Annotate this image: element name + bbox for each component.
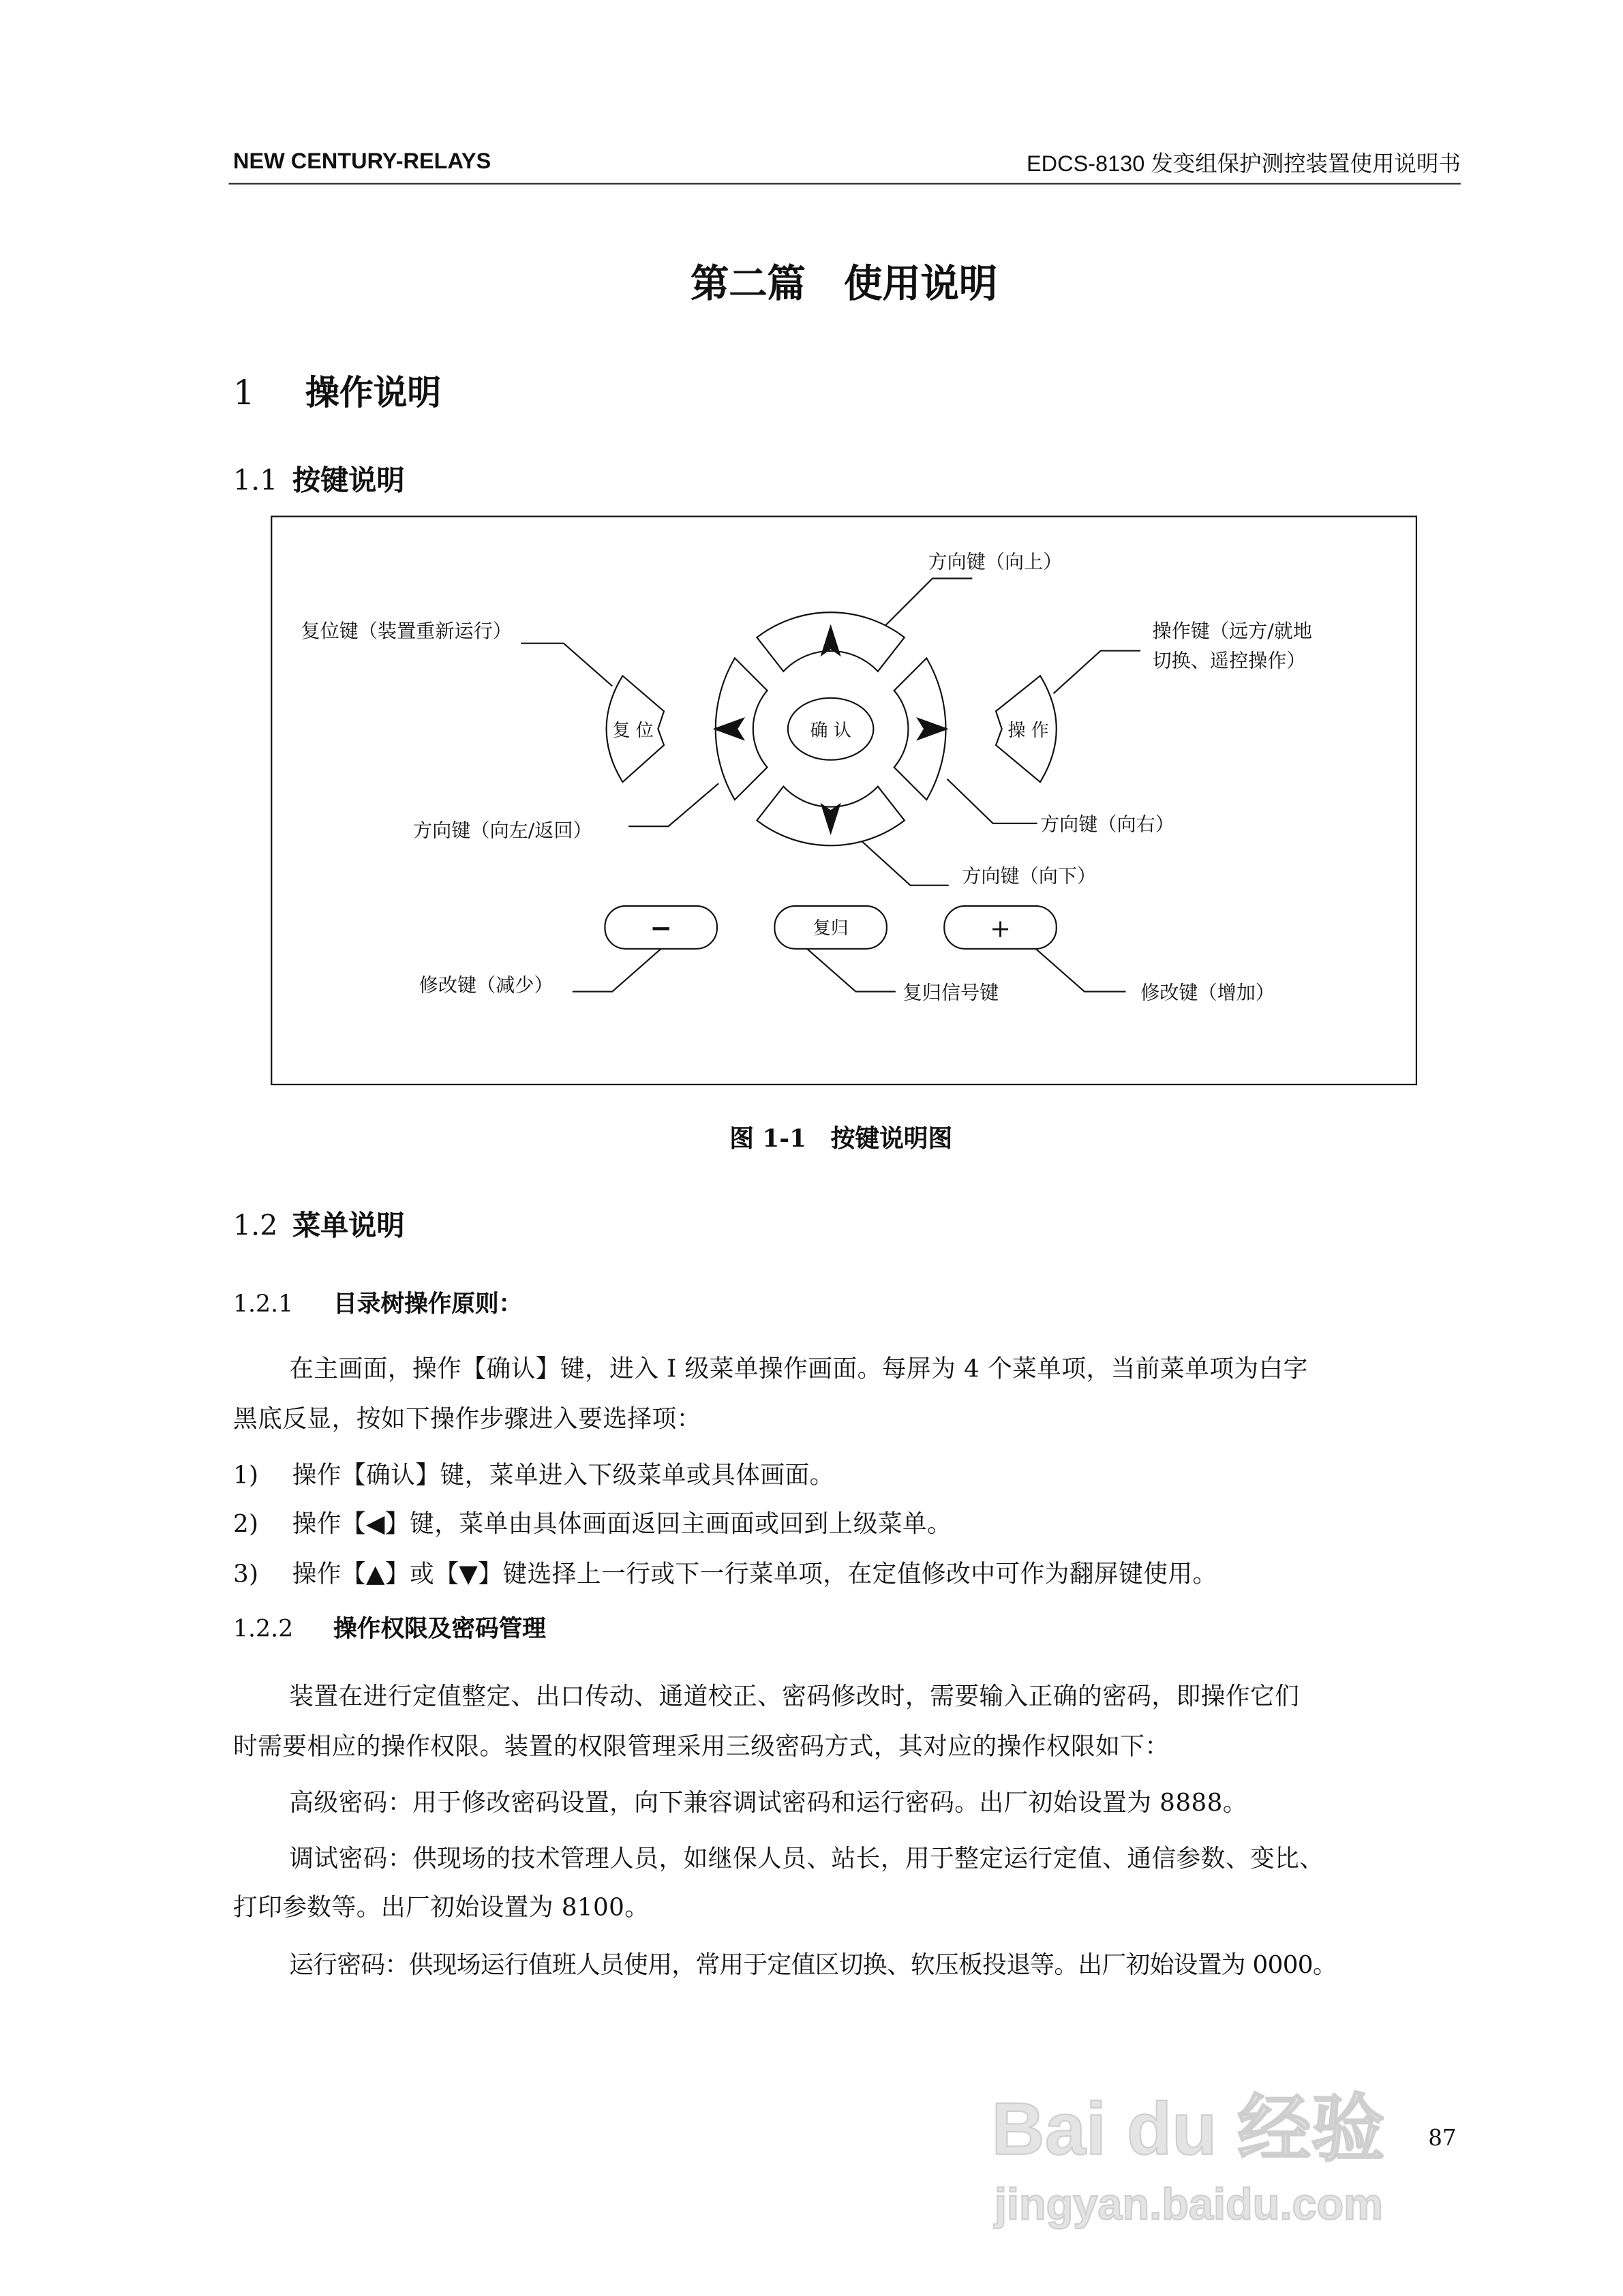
confirm-key-label: 确 认 <box>810 721 851 742</box>
section-title: 操作权限及密码管理 <box>333 1614 546 1643</box>
list-item <box>233 1504 952 1539</box>
leader-line <box>807 949 896 992</box>
header-doc-title: EDCS-8130 发变组保护测控装置使用说明书 <box>1027 151 1461 177</box>
page-number: 87 <box>1428 2124 1457 2151</box>
plus-key-label: + <box>990 913 1011 943</box>
header-company: NEW CENTURY-RELAYS <box>232 149 491 175</box>
watermark-url: jingyan.baidu.com <box>994 2181 1383 2230</box>
label-operate-key-line1: 操作键（远方/就地 <box>1152 620 1312 643</box>
paragraph-line: 时需要相应的操作权限。装置的权限管理采用三级密码方式，其对应的操作权限如下： <box>232 1732 1170 1761</box>
minus-key-label: − <box>650 912 673 944</box>
return-signal-key-label: 复归 <box>813 918 849 939</box>
list-number: 1) <box>232 1460 259 1489</box>
leader-line <box>521 644 612 686</box>
operate-key-label: 操 作 <box>1007 721 1049 742</box>
paragraph-line: 黑底反显，按如下操作步骤进入要选择项： <box>232 1404 701 1433</box>
section-title: 操作说明 <box>305 373 442 414</box>
list-number: 2) <box>232 1509 259 1538</box>
section-heading-1-2-2 <box>233 1610 546 1644</box>
leader-line <box>628 783 718 826</box>
right-arrow-icon <box>916 717 949 741</box>
label-left-key: 方向键（向左/返回） <box>413 819 592 842</box>
list-text: 操作【▲】或【▼】键选择上一行或下一行菜单项，在定值修改中可作为翻屏键使用。 <box>292 1559 1217 1588</box>
reset-key-label: 复 位 <box>612 721 654 742</box>
paragraph-line: 在主画面，操作【确认】键，进入 I 级菜单操作画面。每屏为 4 个菜单项，当前菜单项为白字 <box>289 1355 1308 1383</box>
list-number: 3) <box>232 1559 259 1588</box>
paragraph-line: 打印参数等。出厂初始设置为 8100。 <box>232 1893 650 1922</box>
paragraph-line: 调试密码：供现场的技术管理人员，如继保人员、站长，用于整定运行定值、通信参数、变比、 <box>289 1844 1324 1873</box>
leader-line <box>862 841 949 886</box>
label-reset-key: 复位键（装置重新运行） <box>301 620 512 643</box>
section-number: 1 <box>232 374 255 414</box>
label-plus-key: 修改键（增加） <box>1140 981 1275 1004</box>
paragraph-line: 运行密码：供现场运行值班人员使用，常用于定值区切换、软压板投退等。出厂初始设置为 0000。 <box>289 1950 1337 1979</box>
label-up-key: 方向键（向上） <box>928 550 1063 573</box>
leader-line <box>573 949 661 992</box>
list-item <box>233 1554 1217 1589</box>
left-arrow-icon <box>712 717 745 741</box>
leader-line <box>885 578 973 625</box>
up-arrow-icon <box>820 624 840 657</box>
section-number: 1.1 <box>232 464 278 498</box>
label-down-key: 方向键（向下） <box>962 864 1097 888</box>
paragraph-line: 高级密码：用于修改密码设置，向下兼容调试密码和运行密码。出厂初始设置为 8888。 <box>289 1788 1247 1817</box>
leader-line <box>1053 651 1140 694</box>
paragraph-line: 装置在进行定值整定、出口传动、通道校正、密码修改时，需要输入正确的密码，即操作它们 <box>289 1682 1300 1710</box>
section-number: 1.2 <box>232 1209 278 1243</box>
section-title: 目录树操作原则： <box>333 1289 523 1318</box>
list-text: 操作【◀】键，菜单由具体画面返回主画面或回到上级菜单。 <box>292 1509 952 1538</box>
section-number: 1.2.2 <box>232 1614 294 1643</box>
leader-line <box>1035 949 1125 992</box>
section-heading-1-2-1 <box>233 1285 522 1319</box>
section-number: 1.2.1 <box>232 1289 294 1318</box>
label-return-signal-key: 复归信号键 <box>902 981 999 1004</box>
list-text: 操作【确认】键，菜单进入下级菜单或具体画面。 <box>292 1460 834 1489</box>
label-operate-key-line2: 切换、遥控操作） <box>1152 649 1306 672</box>
section-title: 按键说明 <box>292 464 405 498</box>
part-title: 第二篇 使用说明 <box>690 262 998 307</box>
label-minus-key: 修改键（减少） <box>419 973 553 997</box>
leader-line <box>947 779 1037 824</box>
figure-caption: 图 1-1 按键说明图 <box>729 1124 953 1153</box>
section-heading-1-2 <box>233 1204 405 1243</box>
watermark-logo: Bai du 经验 <box>991 2087 1385 2171</box>
label-right-key: 方向键（向右） <box>1040 813 1174 836</box>
section-title: 菜单说明 <box>292 1209 405 1243</box>
list-item <box>233 1455 834 1490</box>
